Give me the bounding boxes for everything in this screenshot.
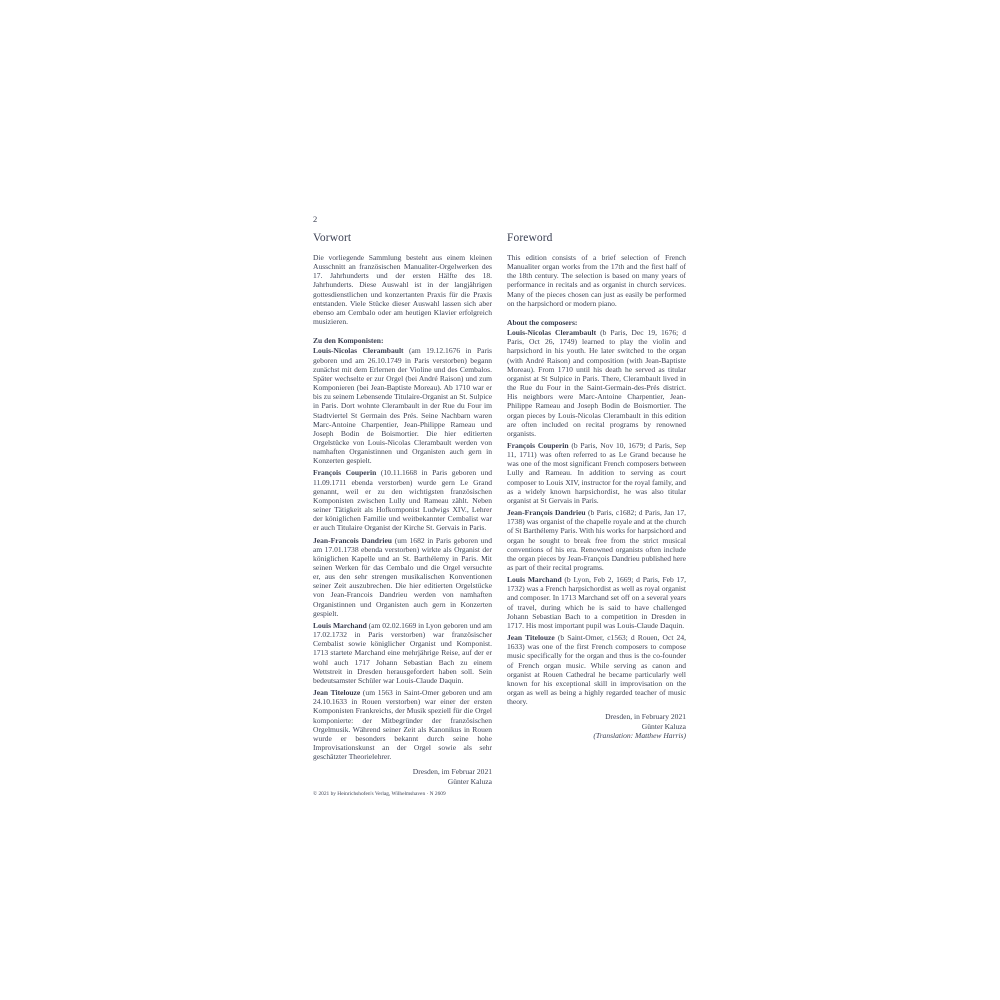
composer-name: Jean Titelouze [507, 633, 555, 643]
composer-name: François Couperin [507, 440, 569, 450]
german-composers-heading: Zu den Komponisten: [313, 336, 384, 346]
composer-text: (b Saint-Omer, c1563; d Rouen, Oct 24, 1633) was one of the first French composers to compose music specifically for the organ and thus is the co-founder of French organ music. While serving as canon and organist at Rouen Cathedral he became particularly well known for his exceptional skill in improvisation on the organ as well as being a highly regarded teacher of music theory. [507, 633, 686, 707]
composer-name: Louis-Nicolas Clerambault [313, 346, 404, 356]
composer-entry [507, 441, 686, 505]
composer-entry [313, 536, 492, 618]
translation-credit: (Translation: Matthew Harris) [593, 731, 686, 741]
composer-name: Jean Titelouze [313, 688, 361, 698]
composer-entry [313, 688, 492, 761]
composer-name: François Couperin [313, 468, 377, 478]
english-place-date: Dresden, in February 2021 [605, 712, 686, 722]
german-place-date: Dresden, im Februar 2021 [412, 767, 492, 777]
english-intro: This edition consists of a brief selection of French Manualiter organ works from the 17th and the first half of the 18th century. The selection is based on many years of performance in recitals and as organist in church services. Many of the pieces chosen can just as easily be performed on the harpsichord or modern piano. [507, 253, 686, 308]
composer-entry [313, 468, 492, 532]
english-composers-heading: About the composers: [507, 317, 578, 327]
composer-entry [313, 621, 492, 685]
composer-text: (b Paris, c1682; d Paris, Jan 17, 1738) was organist of the chapelle royale and at the church of St Barthélemy Paris. With his works for harpsichord and organ he sought to break free from the strict musical conventions of his era. Renowned organists often include the organ pieces by Jean-François Dandrieu published here as part of their recital programs. [507, 508, 686, 572]
composer-name: Louis-Nicolas Clerambault [507, 328, 597, 338]
composer-text: (um 1563 in Saint-Omer geboren und am 24.10.1633 in Rouen verstorben) war einer der ersten Komponisten Frankreichs, der Musik speziell für die Orgel komponierte: der Mitbegründer der französischen Orgelmusik. Während seiner Zeit als Kanonikus in Rouen wurde er besonders bekannt durch seine hohe Improvisationskunst an der Orgel sowie als sehr geschätzter Theorielehrer. [313, 688, 493, 762]
german-signature [313, 767, 492, 786]
composer-entry [507, 575, 686, 630]
composer-entry [507, 508, 686, 572]
composer-text: (am 19.12.1676 in Paris geboren und am 26.10.1749 in Paris verstorben) begann zunächst mit dem Erlernen der Violine und des Cembalos. Später wechselte er zur Orgel (bei André Raison) und zum Komponieren (bei Jean-Baptiste Moreau). Ab 1710 war er bis zu seinem Lebensende Titulaire-Organist an St. Sulpice in Paris. Dort wohnte Clerambault in der Rue du Four im Stadtviertel St Germain des Prés. Seine Nachbarn waren Marc-Antoine Charpentier, Jean-Philippe Rameau und Joseph Bodin de Boismortier. Die hier editierten Orgelstücke von Louis-Nicolas Clerambault werden von namhaften Organistinnen und Organisten auch gern in Konzerten gespielt. [313, 346, 492, 466]
composer-name: Louis Marchand [507, 575, 562, 585]
english-author: Günter Kaluza [641, 721, 686, 731]
german-title: Vorwort [313, 232, 352, 244]
composer-text: (b Paris, Nov 10, 1679; d Paris, Sep 11, 1711) was often referred to as Le Grand because he was one of the most significant French composers between Lully and Rameau. In addition to serving as court composer to Louis XIV, instructor for the royal family, and as a widely known harpsichordist, he was also titular organist at St Gervais in Paris. [507, 440, 686, 505]
german-author: Günter Kaluza [447, 776, 492, 786]
copyright-notice: © 2021 by Heinrichshofen's Verlag, Wilhelmshaven · N 2609 [313, 791, 446, 797]
english-signature [507, 712, 686, 741]
composer-text: (b Paris, Dec 19, 1676; d Paris, Oct 26, 1749) learned to play the violin and harpsichord in his youth. He later switched to the organ (with André Raison) and composition (with Jean-Baptiste Moreau). From 1710 until his death he served as titular organist at St Sulpice in Paris. There, Clerambault lived in the Rue du Four in the Saint-Germain-des-Prés district. His neighbors were Marc-Antoine Charpentier, Jean-Philippe Rameau and Joseph Bodin de Boismortier. The organ pieces by Louis-Nicolas Clerambault in this edition are often included on recital programs by renowned organists. [507, 328, 686, 438]
composer-text: (b Lyon, Feb 2, 1669; d Paris, Feb 17, 1732) was a French harpsichordist as well as royal organist and composer. In 1713 Marchand set off on a several years of travel, during which he is said to have challenged Johann Sebastian Bach to a competition in Dresden in 1717. His most important pupil was Louis-Claude Daquin. [507, 575, 686, 630]
composer-name: Jean-François Dandrieu [507, 508, 586, 518]
composer-entry [507, 328, 686, 438]
german-column [313, 231, 492, 786]
composer-name: Jean-Francois Dandrieu [313, 535, 392, 545]
german-intro: Die vorliegende Sammlung besteht aus einem kleinen Ausschnitt an französischen Manualiter-Orgelwerken des 17. Jahrhunderts und der ersten Hälfte des 18. Jahrhunderts. Diese Auswahl ist in der langjährigen gottesdienstlichen und konzertanten Praxis für die Praxis entstanden. Viele Stücke dieser Auswahl lassen sich aber ebenso am Cembalo oder am heutigen Klavier erfolgreich musizieren. [313, 253, 492, 327]
page-number: 2 [313, 214, 318, 224]
english-title: Foreword [507, 232, 553, 244]
composer-text: (10.11.1668 in Paris geboren und 11.09.1711 ebenda verstorben) wurde gern Le Grand genannt, weil er zu den wichtigsten französischen Komponisten zwischen Lully und Rameau zählt. Neben seiner Tätigkeit als Hofkomponist Ludwigs XIV., Lehrer der königlichen Familie und weitbekannter Cembalist war er auch Titulaire Organist der Kirche St. Gervais in Paris. [313, 468, 493, 533]
composer-text: (am 02.02.1669 in Lyon geboren und am 17.02.1732 in Paris verstorben) war französischer Cembalist sowie königlicher Organist und Komponist. 1713 startete Marchand eine mehrjährige Reise, auf der er wohl auch 1717 Johann Sebastian Bach zu einem Wettstreit in Dresden herausgefordert haben soll. Sein bedeutsamster Schüler war Louis-Claude Daquin. [313, 620, 492, 685]
english-column [507, 231, 686, 741]
composer-entry [507, 633, 686, 706]
composer-entry [313, 346, 492, 465]
composer-text: (um 1682 in Paris geboren und am 17.01.1738 ebenda verstorben) wirkte als Organist der königlichen Kapelle und an St. Barthélemy in Paris. Mit seinen Werken für das Cembalo und die Orgel versuchte er, aus den sehr strengen musikalischen Konventionen seiner Zeit auszubrechen. Die hier editierten Orgelstücke von Jean-Francois Dandrieu werden von namhaften Organistinnen und Organisten auch gern in Konzerten gespielt. [313, 535, 492, 618]
composer-name: Louis Marchand [313, 620, 367, 630]
